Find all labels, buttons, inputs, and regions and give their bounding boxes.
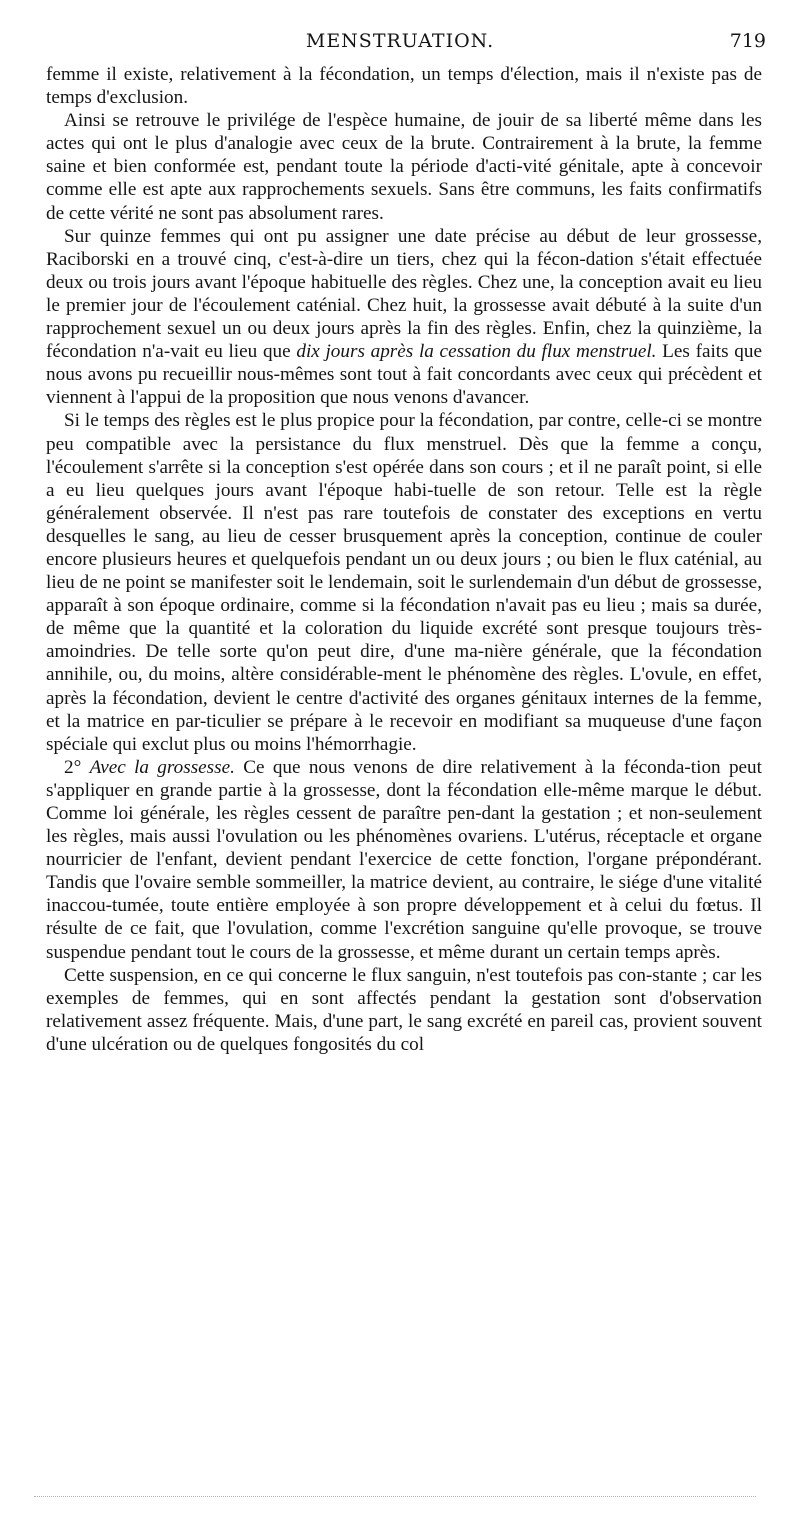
paragraph-conception: Si le temps des règles est le plus propice pour la fécondation, par contre, celle-ci se montre peu compatible avec la persistance du flux menstruel. Dès que la femme a conçu, l'écoulement s'arrête si la conception s'est opérée dans son cours ; et il ne paraît point, si elle a eu lieu quelques jours avant l'époque habi-tuelle de son retour. Telle est la règle généralement observée. Il n'est pas rare toutefois de constater des exceptions en vertu desquelles le sang, au lieu de cesser brusquement après la conception, continue de couler encore plusieurs heures et quelquefois pendant un ou deux jours ; ou bien le flux caténial, au lieu de ne point se manifester soit le lendemain, soit le surlendemain d'un début de grossesse, apparaît à son époque ordinaire, comme si la fécondation n'avait pas eu lieu ; mais sa durée, de même que la quantité et la coloration du liquide excrété sont presque toujours très-amoindries. De telle sorte qu'on peut dire, d'une ma-nière générale, que la fécondation annihile, ou, du moins, altère considérable-ment le phénomène des règles. L'ovule, en effet, après la fécondation, devient le centre d'activité des organes génitaux internes de la femme, et la matrice en par-ticulier se prépare à le recevoir en modifiant sa muqueuse d'une façon spéciale qui exclut plus ou moins l'hémorrhagie. — [46, 410, 762, 755]
paragraph-text: Les faits que nous avons pu recueillir nous-mêmes sont tout à fait concordants avec ceux qui précèdent et viennent à l'appui de la proposition que nous venons d'avancer. — [46, 341, 762, 409]
section-number: 2° — [64, 756, 90, 778]
paragraph-text: Ce que nous venons de dire relativement à la féconda-tion peut s'appliquer en grande partie à la grossesse, dont la fécondation elle-même marque le début. Comme loi générale, les règles cessent de paraître pen-dant la gestation ; et non-seulement les règles, mais aussi l'ovulation ou les phénomènes ovariens. L'utérus, réceptacle et organe nourricier de l'enfant, devient pendant l'exercice de cette fonction, l'organe prépondérant. Tandis que l'ovaire semble sommeiller, la matrice devient, au contraire, le siége d'une vitalité inaccou-tumée, toute entière employée à son propre développement et à celui du fœtus. Il résulte de ce fait, que l'ovulation, comme l'excrétion sanguine qu'elle provoque, se trouve suspendue pendant tout le cours de la grossesse, et même durant un certain temps après. — [46, 756, 762, 963]
paragraph-raciborski — [46, 225, 762, 410]
emphasis-text: dix jours après la cessation du flux menstruel. — [296, 341, 657, 363]
paragraph-suspension: Cette suspension, en ce qui concerne le flux sanguin, n'est toutefois pas con-stante ; car les exemples de femmes, qui en sont affectés pendant la gestation sont d'observation relativement assez fréquente. Mais, d'une part, le sang excrété en pareil cas, provient souvent d'une ulcération ou de quelques fongosités du col — [46, 964, 762, 1055]
running-head — [0, 30, 800, 56]
section-heading: Avec la grossesse. — [89, 756, 235, 778]
page-number: 719 — [729, 30, 766, 52]
bottom-rule — [34, 1496, 756, 1497]
body-text — [46, 63, 762, 1056]
paragraph-continuation: femme il existe, relativement à la fécondation, un temps d'élection, mais il n'existe pas de temps d'exclusion. — [46, 64, 762, 109]
paragraph-text: Sur quinze femmes qui ont pu assigner une date précise au début de leur grossesse, Raciborski en a trouvé cinq, c'est-à-dire un tiers, chez qui la fécon-dation s'était effectuée deux ou trois jours avant l'époque habituelle des règles. Chez une, la conception avait eu lieu le premier jour de l'écoulement caténial. Chez huit, la grossesse avait débuté à la suite d'un rapprochement sexuel un ou deux jours après la fin des règles. Enfin, chez la quinzième, la fécondation n'a-vait eu lieu que — [46, 225, 762, 363]
paragraph-grossesse — [46, 756, 762, 964]
paragraph-privilege: Ainsi se retrouve le privilége de l'espèce humaine, de jouir de sa liberté même dans les actes qui ont le plus d'analogie avec ceux de la brute. Contrairement à la brute, la femme saine et bien conformée est, pendant toute la période d'acti-vité génitale, apte à concevoir comme elle est apte aux rapprochements sexuels. Sans être communs, les faits confirmatifs de cette vérité ne sont pas absolument rares. — [46, 110, 762, 224]
running-title: MENSTRUATION. — [305, 30, 495, 52]
